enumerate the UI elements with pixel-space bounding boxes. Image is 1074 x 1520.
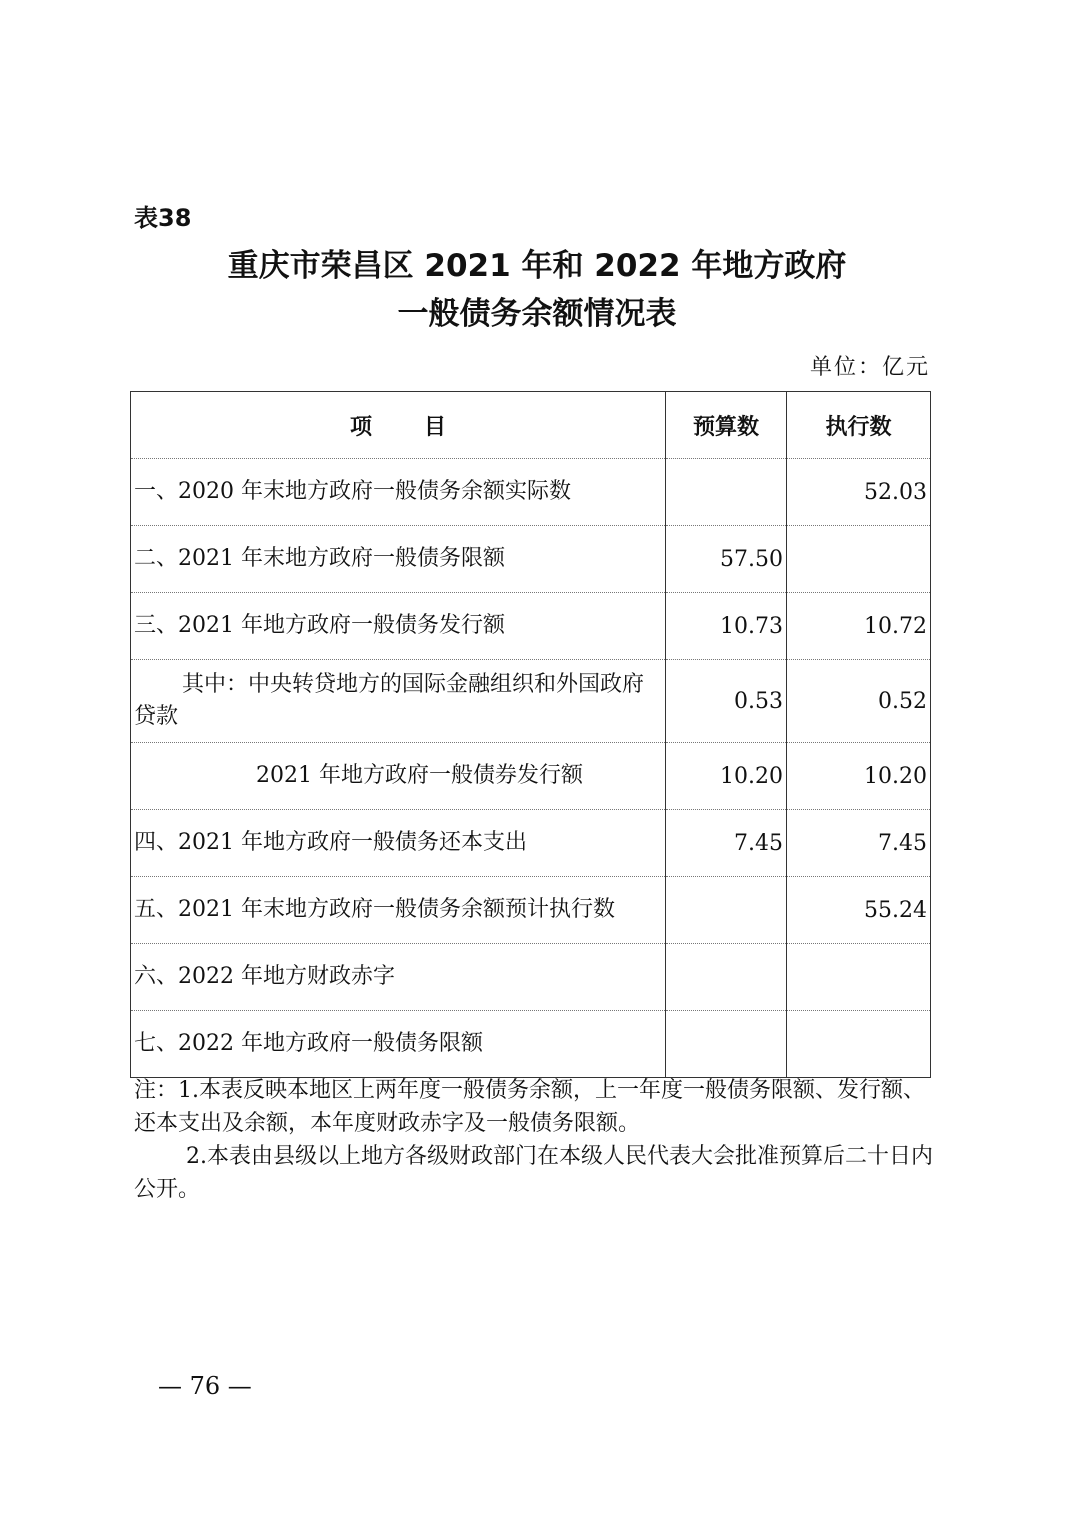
row-executed <box>787 944 931 1011</box>
row-executed: 0.52 <box>787 660 931 743</box>
row-executed: 7.45 <box>787 810 931 877</box>
note-1: 注：1.本表反映本地区上两年度一般债务余额，上一年度一般债务限额、发行额、还本支出及余额，本年度财政赤字及一般债务限额。 <box>134 1078 925 1136</box>
unit-label: 单位：亿元 <box>809 355 930 380</box>
table-row <box>131 743 931 810</box>
row-executed: 10.20 <box>787 743 931 810</box>
page-title-line2: 一般债务余额情况表 <box>397 296 677 332</box>
row-executed <box>787 1011 931 1078</box>
note-2: 2.本表由县级以上地方各级财政部门在本级人民代表大会批准预算后二十日内公开。 <box>134 1144 933 1202</box>
row-item: 三、2021 年地方政府一般债务发行额 <box>131 593 666 660</box>
row-budget: 0.53 <box>666 660 787 743</box>
row-executed: 55.24 <box>787 877 931 944</box>
row-budget <box>666 877 787 944</box>
debt-table <box>130 391 931 1078</box>
row-executed: 52.03 <box>787 459 931 526</box>
row-executed <box>787 526 931 593</box>
row-budget: 10.20 <box>666 743 787 810</box>
table-row <box>131 944 931 1011</box>
column-header-item-a: 项 <box>349 414 372 440</box>
table-row <box>131 526 931 593</box>
row-item: 二、2021 年末地方政府一般债务限额 <box>131 526 666 593</box>
table-row <box>131 459 931 526</box>
page-number: — 76 — <box>158 1372 252 1400</box>
column-header-executed: 执行数 <box>787 392 931 459</box>
table-header-row <box>131 392 931 459</box>
page-title-line1: 重庆市荣昌区 2021 年和 2022 年地方政府 <box>227 248 847 284</box>
table-row <box>131 1011 931 1078</box>
table-row <box>131 593 931 660</box>
row-item: 2021 年地方政府一般债券发行额 <box>131 743 666 810</box>
row-budget <box>666 459 787 526</box>
row-budget: 57.50 <box>666 526 787 593</box>
row-budget <box>666 944 787 1011</box>
notes <box>134 1074 934 1206</box>
row-budget <box>666 1011 787 1078</box>
row-item: 四、2021 年地方政府一般债务还本支出 <box>131 810 666 877</box>
column-header-item-b: 目 <box>424 414 447 440</box>
column-header-budget: 预算数 <box>666 392 787 459</box>
table-row <box>131 877 931 944</box>
table-row <box>131 810 931 877</box>
row-item: 其中：中央转贷地方的国际金融组织和外国政府贷款 <box>131 660 666 743</box>
table-number: 表38 <box>134 204 192 232</box>
row-item: 一、2020 年末地方政府一般债务余额实际数 <box>131 459 666 526</box>
row-item: 五、2021 年末地方政府一般债务余额预计执行数 <box>131 877 666 944</box>
row-budget: 7.45 <box>666 810 787 877</box>
row-item: 七、2022 年地方政府一般债务限额 <box>131 1011 666 1078</box>
row-executed: 10.72 <box>787 593 931 660</box>
column-header-item <box>131 392 666 459</box>
row-item: 六、2022 年地方财政赤字 <box>131 944 666 1011</box>
row-budget: 10.73 <box>666 593 787 660</box>
table-row <box>131 660 931 743</box>
